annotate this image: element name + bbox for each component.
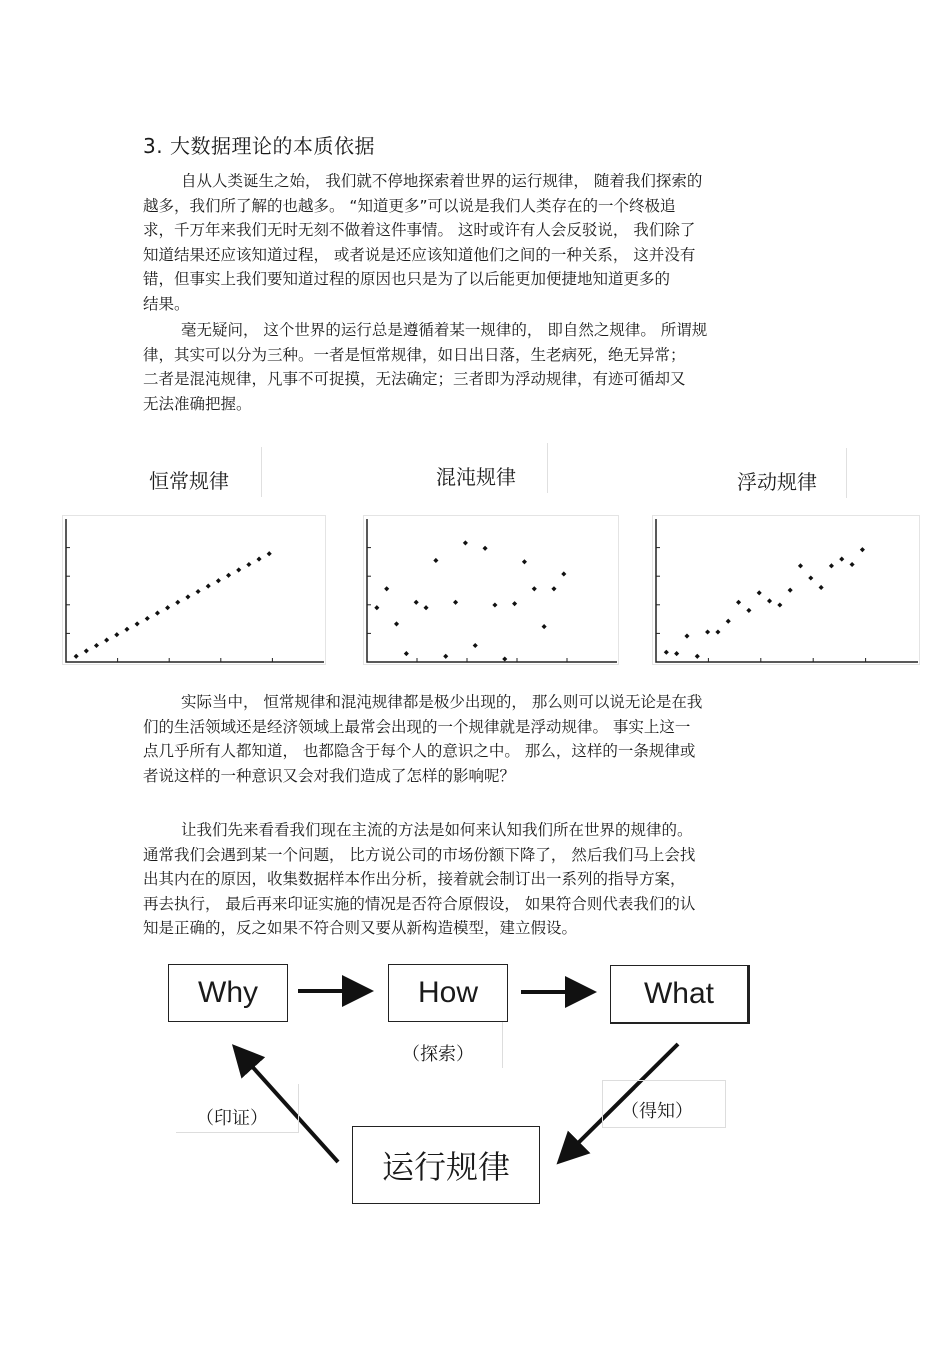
data-point	[850, 562, 855, 567]
data-point	[767, 598, 772, 603]
data-point	[443, 654, 448, 659]
data-point	[155, 611, 160, 616]
chart-title-constant: 恒常规律	[149, 469, 229, 493]
data-point	[502, 656, 507, 661]
data-point	[819, 585, 824, 590]
paragraph-4	[143, 818, 808, 941]
data-point	[74, 654, 79, 659]
data-point	[492, 602, 497, 607]
data-point	[145, 616, 150, 621]
paragraph-line: 越多，我们所了解的也越多。 “知道更多”可以说是我们人类存在的一个终极追	[143, 196, 676, 215]
paragraph-line: 结果。	[143, 294, 190, 313]
data-point	[777, 602, 782, 607]
data-point	[551, 586, 556, 591]
data-point	[664, 650, 669, 655]
label-verify: （印证）	[196, 1108, 268, 1129]
data-point	[165, 605, 170, 610]
data-point	[542, 624, 547, 629]
label-box-learn	[602, 1080, 726, 1128]
data-point	[84, 648, 89, 653]
data-point	[684, 634, 689, 639]
data-point	[246, 562, 251, 567]
data-point	[135, 621, 140, 626]
data-point	[715, 629, 720, 634]
data-point	[394, 621, 399, 626]
data-point	[433, 558, 438, 563]
label-box-verify	[176, 1084, 299, 1133]
data-point	[384, 586, 389, 591]
data-point	[483, 546, 488, 551]
plot-axes	[656, 519, 918, 662]
data-point	[206, 584, 211, 589]
paragraph-line: 无法准确把握。	[143, 394, 252, 413]
paragraph-1	[143, 169, 808, 316]
paragraph-2	[143, 318, 808, 416]
plot-frame	[63, 516, 326, 665]
scatter-plot-floating	[652, 515, 920, 665]
chart-title-chaos: 混沌规律	[436, 465, 516, 489]
center-box: 运行规律	[352, 1126, 540, 1204]
what-box: What	[610, 965, 750, 1024]
paragraph-line: 知道结果还应该知道过程， 或者说是还应该知道他们之间的一种关系， 这并没有	[143, 245, 696, 264]
paragraph-line: 毫无疑问， 这个世界的运行总是遵循着某一规律的， 即自然之规律。 所谓规	[181, 321, 708, 339]
paragraph-line: 让我们先来看看我们现在主流的方法是如何来认知我们所在世界的规律的。	[181, 821, 693, 839]
data-point	[236, 567, 241, 572]
chart-title-box-constant	[143, 447, 262, 497]
paragraph-3	[143, 690, 808, 788]
paragraph-line: 二者是混沌规律，凡事不可捉摸，无法确定；三者即为浮动规律，有迹可循却又	[143, 370, 686, 388]
data-point	[532, 586, 537, 591]
data-point	[860, 547, 865, 552]
data-point	[829, 563, 834, 568]
data-point	[94, 643, 99, 648]
data-point	[114, 632, 119, 637]
data-point	[104, 638, 109, 643]
data-point	[736, 600, 741, 605]
data-point	[839, 557, 844, 562]
data-point	[414, 600, 419, 605]
label-learn: （得知）	[621, 1101, 693, 1122]
paragraph-line: 知是正确的，反之如果不符合则又要从新构造模型，建立假设。	[143, 919, 578, 937]
data-point	[798, 563, 803, 568]
data-point	[185, 594, 190, 599]
data-point	[705, 629, 710, 634]
paragraph-line: 们的生活领域还是经济领域上最常会出现的一个规律就是浮动规律。 事实上这一	[143, 717, 691, 736]
data-point	[757, 590, 762, 595]
data-point	[267, 551, 272, 556]
paragraph-line: 通常我们会遇到某一个问题， 比方说公司的市场份额下降了， 然后我们马上会找	[143, 845, 696, 864]
data-point	[808, 575, 813, 580]
plot-axes	[367, 519, 617, 662]
why-box: Why	[168, 964, 288, 1022]
data-point	[175, 600, 180, 605]
chart-title-box-chaos	[428, 443, 548, 493]
data-point	[453, 600, 458, 605]
data-point	[404, 651, 409, 656]
paragraph-line: 律，其实可以分为三种。一者是恒常规律，如日出日落，生老病死，绝无异常；	[143, 345, 686, 364]
scatter-plot-constant	[62, 515, 326, 665]
data-point	[512, 601, 517, 606]
paragraph-line: 点几乎所有人都知道， 也都隐含于每个人的意识之中。 那么，这样的一条规律或	[143, 742, 696, 760]
data-point	[695, 654, 700, 659]
label-box-explore	[388, 1022, 503, 1068]
how-box: How	[388, 964, 508, 1022]
data-point	[216, 578, 221, 583]
paragraph-line: 再去执行， 最后再来印证实施的情况是否符合原假设， 如果符合则代表我们的认	[143, 894, 696, 913]
data-point	[674, 651, 679, 656]
paragraph-line: 者说这样的一种意识又会对我们造成了怎样的影响呢？	[143, 766, 516, 785]
data-point	[423, 605, 428, 610]
section-heading: 3. 大数据理论的本质依据	[143, 134, 375, 158]
label-explore: （探索）	[402, 1044, 474, 1065]
paragraph-line: 实际当中， 恒常规律和混沌规律都是极少出现的， 那么则可以说无论是在我	[181, 693, 703, 711]
data-point	[124, 627, 129, 632]
data-point	[522, 559, 527, 564]
data-point	[374, 605, 379, 610]
data-point	[463, 540, 468, 545]
data-point	[746, 608, 751, 613]
data-point	[256, 557, 261, 562]
paragraph-line: 错，但事实上我们要知道过程的原因也只是为了以后能更加便捷地知道更多的	[143, 270, 671, 288]
plot-frame	[364, 516, 619, 665]
data-point	[561, 571, 566, 576]
data-point	[226, 573, 231, 578]
plot-frame	[653, 516, 920, 665]
paragraph-line: 求，千万年来我们无时无刻不做着这件事情。 这时或许有人会反驳说， 我们除了	[143, 221, 696, 239]
chart-title-box-floating	[727, 448, 847, 498]
data-point	[726, 619, 731, 624]
scatter-plot-chaos	[363, 515, 619, 665]
paragraph-line: 自从人类诞生之始， 我们就不停地探索着世界的运行规律， 随着我们探索的	[181, 172, 703, 190]
data-point	[788, 588, 793, 593]
paragraph-line: 出其内在的原因，收集数据样本作出分析，接着就会制订出一系列的指导方案，	[143, 870, 686, 888]
data-point	[196, 589, 201, 594]
chart-title-floating: 浮动规律	[737, 470, 817, 494]
data-point	[473, 643, 478, 648]
